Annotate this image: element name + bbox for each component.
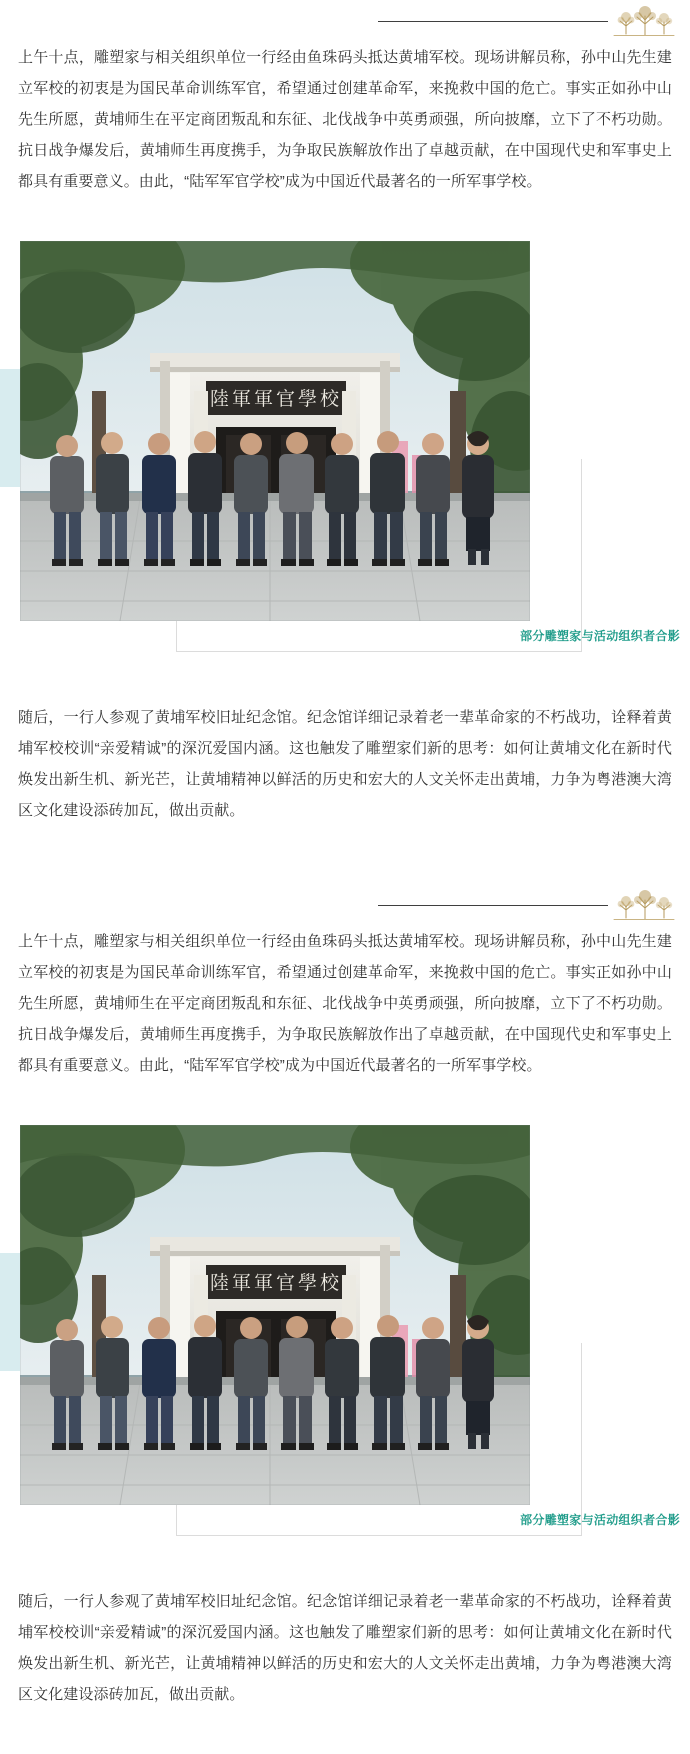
paragraph-after-2: 随后，一行人参观了黄埔军校旧址纪念馆。纪念馆详细记录着老一辈革命家的不朽战功，诠释着黄埔军校校训“亲爱精诚”的深沉爱国内涵。这也触发了雕塑家们新的思考：如何让黄埔文化在新时代焕发出新生机、新光芒，让黄埔精神以鲜活的历史和宏大的人文关怀走出黄埔，力争为粤港澳大湾区文化建设添砖加瓦，做出贡献。 <box>18 1593 672 1703</box>
svg-text:陸軍軍官學校: 陸軍軍官學校 <box>209 389 343 410</box>
figure-caption: 部分雕塑家与活动组织者合影 <box>520 629 680 643</box>
group-photo-image <box>20 1125 530 1505</box>
divider-rule <box>378 21 608 22</box>
section-divider-2 <box>0 884 690 926</box>
figure-accent-bar <box>0 1253 22 1371</box>
group-photo-image <box>20 241 530 621</box>
figure-caption: 部分雕塑家与活动组织者合影 <box>520 1513 680 1527</box>
spacer <box>0 1528 690 1586</box>
figure-group-photo-2 <box>0 1125 690 1528</box>
spacer <box>0 826 690 884</box>
divider-rule <box>378 905 608 906</box>
figure-group-photo-1 <box>0 241 690 644</box>
paragraph-intro-1: 上午十点，雕塑家与相关组织单位一行经由鱼珠码头抵达黄埔军校。现场讲解员称，孙中山先生建立军校的初衷是为国民革命训练军官，希望通过创建革命军，来挽救中国的危亡。事实正如孙中山先生所愿，黄埔师生在平定商团叛乱和东征、北伐战争中英勇顽强，所向披靡，立下了不朽功勋。抗日战争爆发后，黄埔师生再度携手，为争取民族解放作出了卓越贡献，在中国现代史和军事史上都具有重要意义。由此，“陆军军官学校”成为中国近代最著名的一所军事学校。 <box>18 49 672 190</box>
section-divider-1 <box>0 0 690 42</box>
svg-text:陸軍軍官學校: 陸軍軍官學校 <box>209 1273 343 1294</box>
paragraph-after-1: 随后，一行人参观了黄埔军校旧址纪念馆。纪念馆详细记录着老一辈革命家的不朽战功，诠释着黄埔军校校训“亲爱精诚”的深沉爱国内涵。这也触发了雕塑家们新的思考：如何让黄埔文化在新时代焕发出新生机、新光芒，让黄埔精神以鲜活的历史和宏大的人文关怀走出黄埔，力争为粤港澳大湾区文化建设添砖加瓦，做出贡献。 <box>18 709 672 819</box>
paragraph-intro-2: 上午十点，雕塑家与相关组织单位一行经由鱼珠码头抵达黄埔军校。现场讲解员称，孙中山先生建立军校的初衷是为国民革命训练军官，希望通过创建革命军，来挽救中国的危亡。事实正如孙中山先生所愿，黄埔师生在平定商团叛乱和东征、北伐战争中英勇顽强，所向披靡，立下了不朽功勋。抗日战争爆发后，黄埔师生再度携手，为争取民族解放作出了卓越贡献，在中国现代史和军事史上都具有重要意义。由此，“陆军军官学校”成为中国近代最著名的一所军事学校。 <box>18 933 672 1074</box>
spacer <box>0 644 690 702</box>
spacer <box>0 1710 690 1754</box>
spacer <box>0 1081 690 1125</box>
tree-ornament-icon <box>608 884 680 924</box>
article-section-1 <box>0 0 690 826</box>
figure-accent-bar <box>0 369 22 487</box>
spacer <box>0 197 690 241</box>
tree-ornament-icon <box>608 0 680 40</box>
article-section-2 <box>0 884 690 1710</box>
